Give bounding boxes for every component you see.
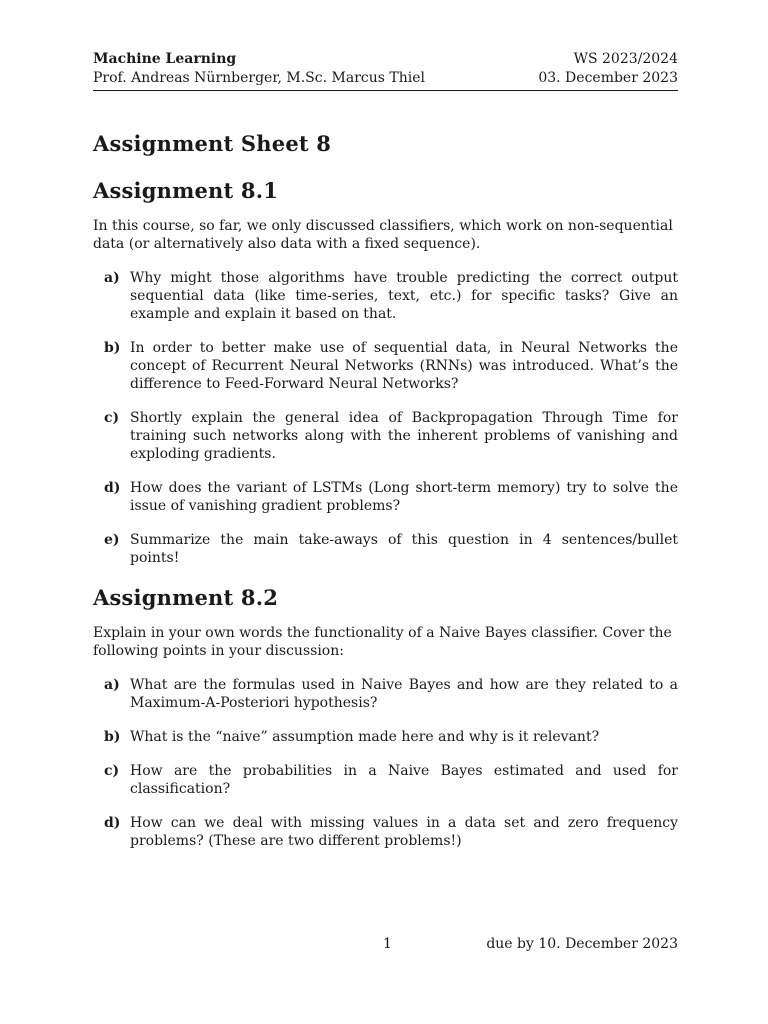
- question-label: e): [104, 532, 120, 548]
- question-label: d): [104, 480, 121, 496]
- assignment-8-2-questions: [93, 676, 678, 850]
- due-date: due by 10. December 2023: [486, 936, 678, 952]
- instructors: Prof. Andreas Nürnberger, M.Sc. Marcus Thiel: [93, 70, 425, 86]
- question-item: [93, 814, 678, 850]
- question-label: c): [104, 763, 120, 779]
- assignment-8-1-title: Assignment 8.1: [93, 178, 279, 203]
- question-item: [93, 269, 678, 323]
- issue-date: 03. December 2023: [538, 70, 678, 86]
- question-label: a): [104, 270, 120, 286]
- course-title: Machine Learning: [93, 51, 237, 67]
- question-item: [93, 409, 678, 463]
- sheet-title: Assignment Sheet 8: [93, 131, 332, 156]
- assignment-8-2-intro: Explain in your own words the functionality of a Naive Bayes classifier. Cover the following points in your discussion:: [93, 625, 672, 659]
- question-text: What are the formulas used in Naive Bayes and how are they related to a Maximum-A-Posteriori hypothesis?: [130, 677, 678, 711]
- question-text: Why might those algorithms have trouble predicting the correct output sequential data (like time-series, text, etc.) for specific tasks? Give an example and explain it based on that.: [130, 270, 678, 322]
- question-item: [93, 762, 678, 798]
- question-item: [93, 339, 678, 393]
- question-label: b): [104, 729, 121, 745]
- page-header: [93, 50, 678, 88]
- question-text: In order to better make use of sequential data, in Neural Networks the concept of Recurrent Neural Networks (RNNs) was introduced. What’s the difference to Feed-Forward Neural Networks?: [130, 340, 678, 392]
- question-text: How does the variant of LSTMs (Long short-term memory) try to solve the issue of vanishing gradient problems?: [130, 480, 678, 514]
- assignment-8-1-intro: In this course, so far, we only discussed classifiers, which work on non-sequential data (or alternatively also data with a fixed sequence).: [93, 218, 673, 252]
- question-text: Summarize the main take-aways of this question in 4 sentences/bullet points!: [130, 532, 678, 566]
- question-label: a): [104, 677, 120, 693]
- question-text: Shortly explain the general idea of Backpropagation Through Time for training such networks along with the inherent problems of vanishing and exploding gradients.: [130, 410, 678, 462]
- question-text: How are the probabilities in a Naive Bayes estimated and used for classification?: [130, 763, 678, 797]
- assignment-8-2-title: Assignment 8.2: [93, 585, 279, 610]
- assignment-8-1-questions: [93, 269, 678, 567]
- question-item: [93, 728, 678, 746]
- header-rule: [93, 90, 678, 91]
- question-item: [93, 531, 678, 567]
- question-text: How can we deal with missing values in a data set and zero frequency problems? (These are two different problems!): [130, 815, 678, 849]
- question-label: c): [104, 410, 120, 426]
- question-item: [93, 479, 678, 515]
- page-number: 1: [383, 936, 392, 952]
- question-label: b): [104, 340, 121, 356]
- question-label: d): [104, 815, 121, 831]
- question-text: What is the “naive” assumption made here and why is it relevant?: [130, 729, 600, 745]
- question-item: [93, 676, 678, 712]
- document-page: [93, 50, 678, 866]
- semester: WS 2023/2024: [573, 51, 678, 67]
